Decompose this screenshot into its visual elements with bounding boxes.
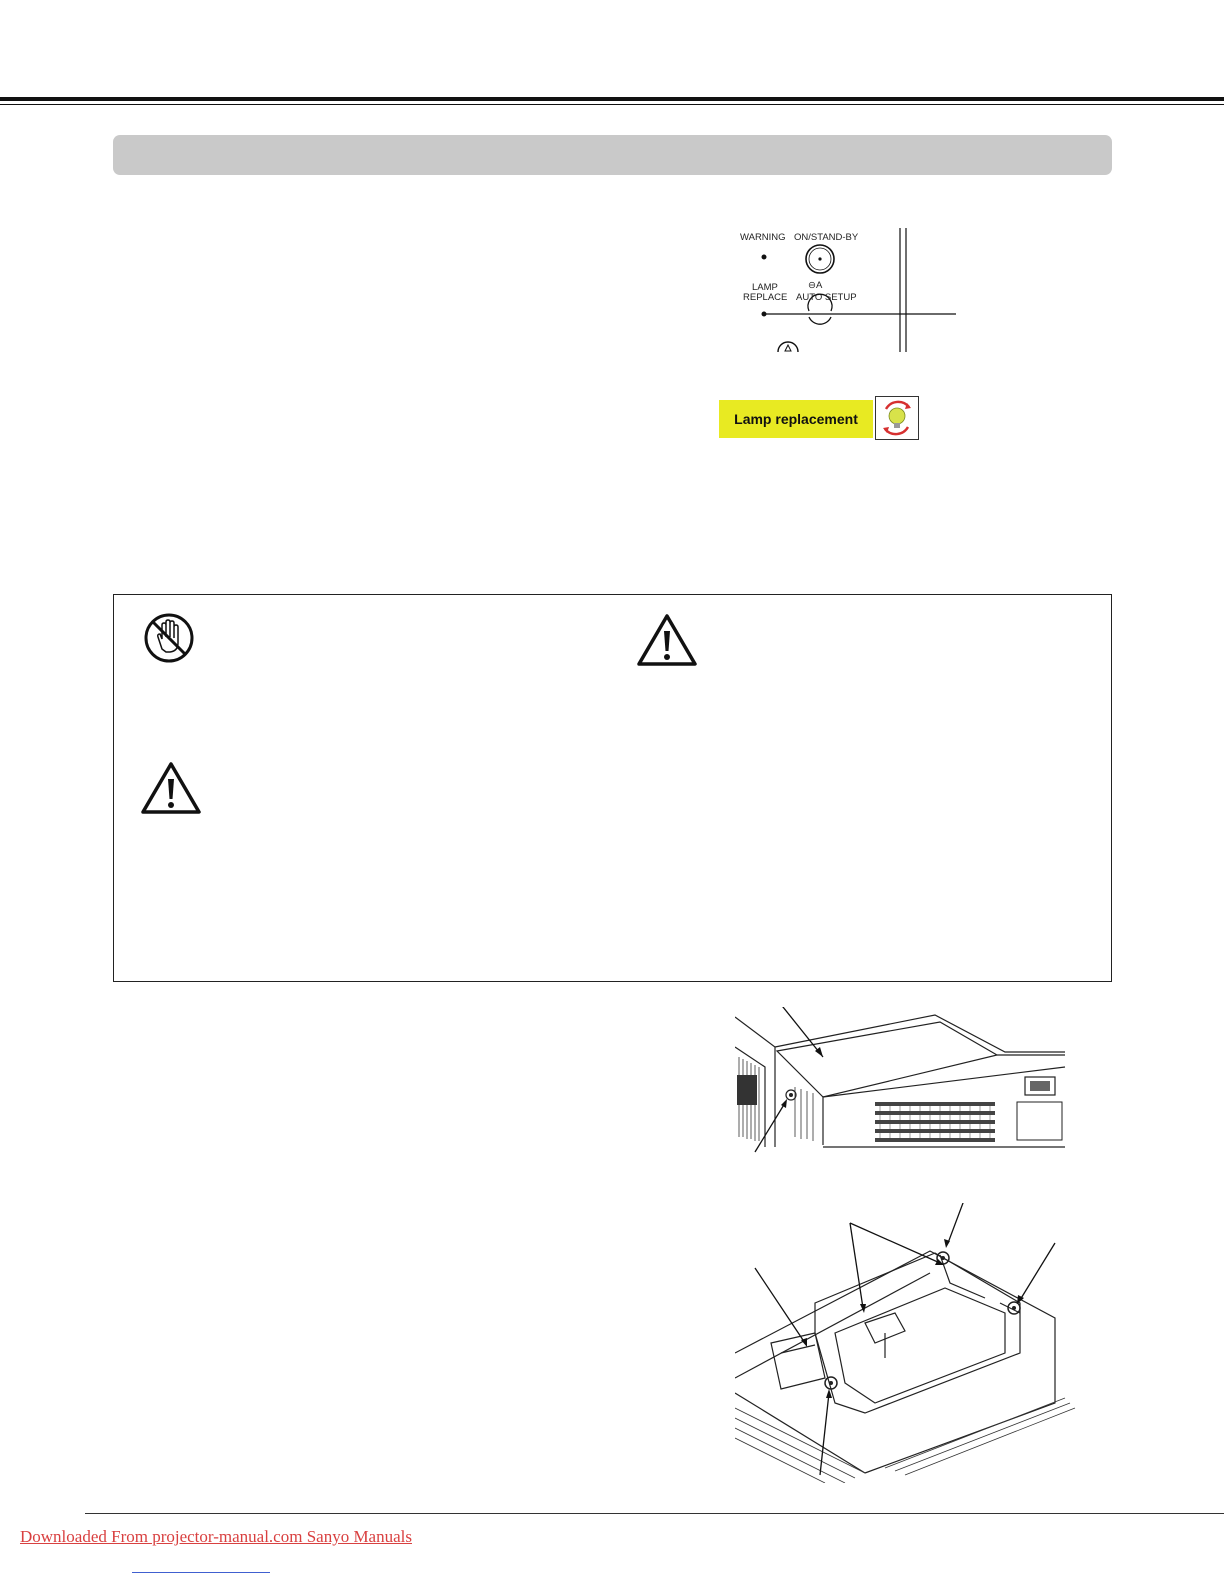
lamp-replace-label-1: LAMP <box>752 282 778 293</box>
power-label: ON/STAND-BY <box>794 232 859 243</box>
warning-label: WARNING <box>740 232 786 243</box>
footer-download-link[interactable]: Downloaded From projector-manual.com Sanyo Manuals <box>20 1527 412 1546</box>
control-panel-diagram <box>728 220 968 360</box>
lamp-cover-illustration <box>735 1007 1080 1167</box>
warning-box <box>113 594 1112 982</box>
section-header-bar <box>113 135 1112 175</box>
auto-setup-symbol: ⊖A <box>808 280 823 291</box>
lamp-assembly-illustration <box>735 1203 1080 1483</box>
auto-setup-label: AUTO SETUP <box>796 292 857 303</box>
footer-underline <box>132 1572 270 1573</box>
lamp-replace-icon <box>875 396 919 440</box>
lamp-replacement-label: Lamp replacement <box>734 411 858 427</box>
warning-indicator-dot <box>762 255 767 260</box>
top-rule <box>0 97 1224 101</box>
no-touch-icon <box>140 613 198 663</box>
lamp-replace-label-2: REPLACE <box>743 292 788 303</box>
lamp-replacement-banner <box>719 400 873 438</box>
caution-triangle-icon <box>140 761 202 815</box>
auto-setup-button <box>808 294 832 324</box>
lamp-replace-indicator-dot <box>762 312 767 317</box>
bottom-rule <box>85 1513 1224 1514</box>
caution-triangle-icon <box>636 613 698 667</box>
top-rule-thin <box>0 104 1224 105</box>
